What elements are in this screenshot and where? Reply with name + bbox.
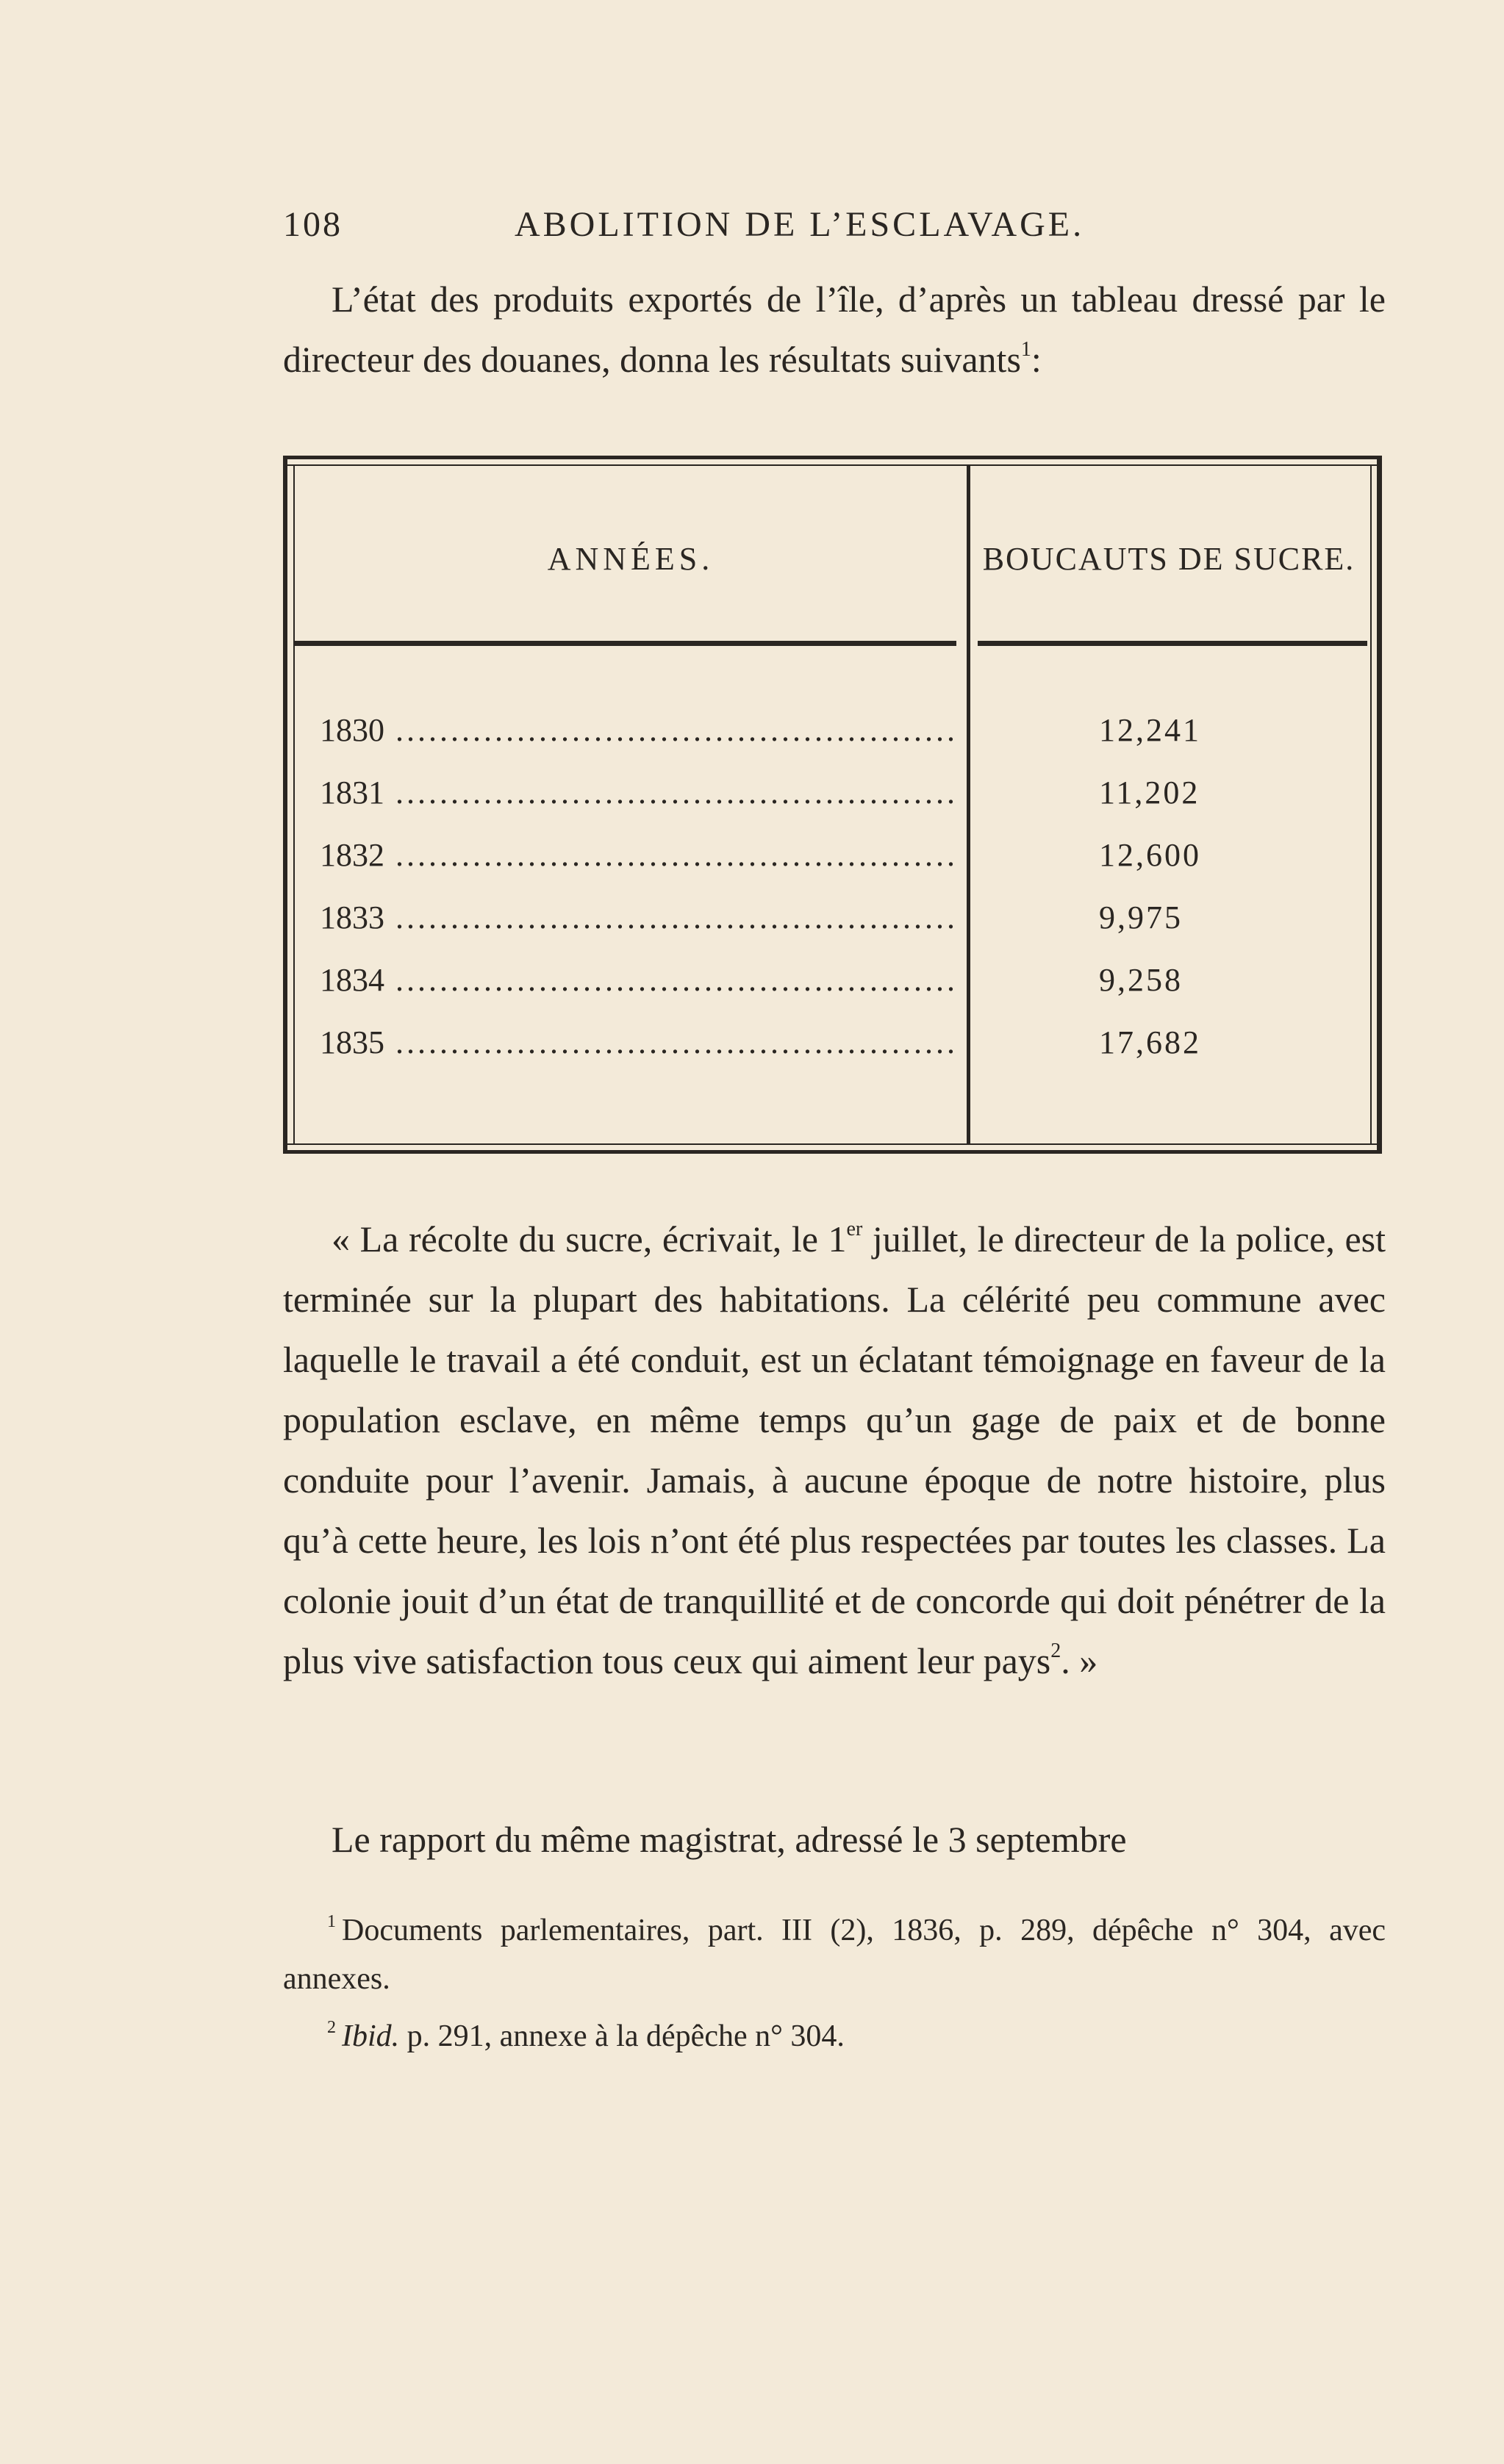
footnote-ibid: Ibid. — [342, 2019, 400, 2053]
intro-paragraph — [283, 269, 1386, 389]
table-inner-right-rule — [1370, 464, 1372, 1145]
date-superscript: er — [846, 1218, 863, 1240]
table-row — [320, 1024, 1349, 1087]
footnote-text: Documents parlementaires, part. III (2), 1836, p. 289, dépêche n° 304, avec annexes. — [283, 1914, 1386, 1996]
table-top-rule — [283, 464, 1382, 466]
row-year: 1831 ..... — [320, 774, 959, 811]
sugar-export-table — [283, 456, 1382, 1154]
row-value: 9,975 — [1099, 899, 1183, 935]
running-title: ABOLITION DE L’ESCLAVAGE. — [515, 205, 1085, 244]
table-row — [320, 961, 1349, 1024]
row-value: 11,202 — [1099, 775, 1200, 811]
table-header-rule-right — [978, 641, 1367, 646]
footnotes — [283, 1897, 1386, 2061]
closing-paragraph: Le rapport du même magistrat, adressé le 3 septembre — [332, 1819, 1127, 1860]
footnote-text: p. 291, annexe à la dépêche n° 304. — [399, 2019, 845, 2053]
table-header-rule-left — [295, 641, 956, 646]
row-value: 12,241 — [1099, 712, 1201, 748]
table-row — [320, 899, 1349, 962]
footnote-mark: 2 — [327, 2018, 336, 2037]
quote-paragraph — [283, 1209, 1386, 1691]
column-header-sugar: BOUCAUTS DE SUCRE. — [982, 541, 1356, 577]
page-number: 108 — [283, 205, 343, 244]
intro-end: : — [1031, 339, 1042, 380]
intro-text: L’état des produits exportés de l’île, d’après un tableau dressé par le directeur des douanes, donna les résultats suivants — [283, 279, 1386, 380]
row-value: 17,682 — [1099, 1024, 1201, 1060]
column-header-years: ANNÉES. — [547, 541, 715, 577]
table-row — [320, 711, 1349, 775]
footnote-2 — [283, 2003, 1386, 2061]
row-year: 1834 ..... — [320, 961, 959, 999]
table-row — [320, 774, 1349, 837]
table-row — [320, 836, 1349, 899]
footnote-ref-1: 1 — [1020, 338, 1031, 361]
quote-body: juillet, le directeur de la police, est terminée sur la plupart des habitations. La célérité peu commune avec laquelle le travail a été conduit, est un éclatant témoignage en faveur de la population esclave, en même temps qu’un gage de paix et de bonne conduite pour l’avenir. Jamais, à aucune époque de notre histoire, plus qu’à cette heure, les lois n’ont été plus respectées par toutes les classes. La colonie jouit d’un état de tranquillité et de concorde qui doit pénétrer de la plus vive satisfaction tous ceux qui aiment leur pays — [283, 1218, 1386, 1681]
row-year: 1832 ..... — [320, 836, 959, 874]
row-year: 1833 ..... — [320, 899, 959, 936]
footnote-ref-2: 2 — [1050, 1639, 1061, 1662]
row-value: 9,258 — [1099, 962, 1183, 998]
quote-end: . » — [1061, 1640, 1098, 1681]
footnote-mark: 1 — [327, 1912, 336, 1931]
running-header — [283, 204, 1386, 248]
footnote-1 — [283, 1897, 1386, 2003]
row-value: 12,600 — [1099, 837, 1201, 873]
row-year: 1830 ..... — [320, 711, 959, 749]
row-year: 1835 ..... — [320, 1024, 959, 1061]
quote-start: « La récolte du sucre, écrivait, le 1 — [332, 1218, 847, 1260]
table-bottom-rule — [283, 1143, 1382, 1145]
